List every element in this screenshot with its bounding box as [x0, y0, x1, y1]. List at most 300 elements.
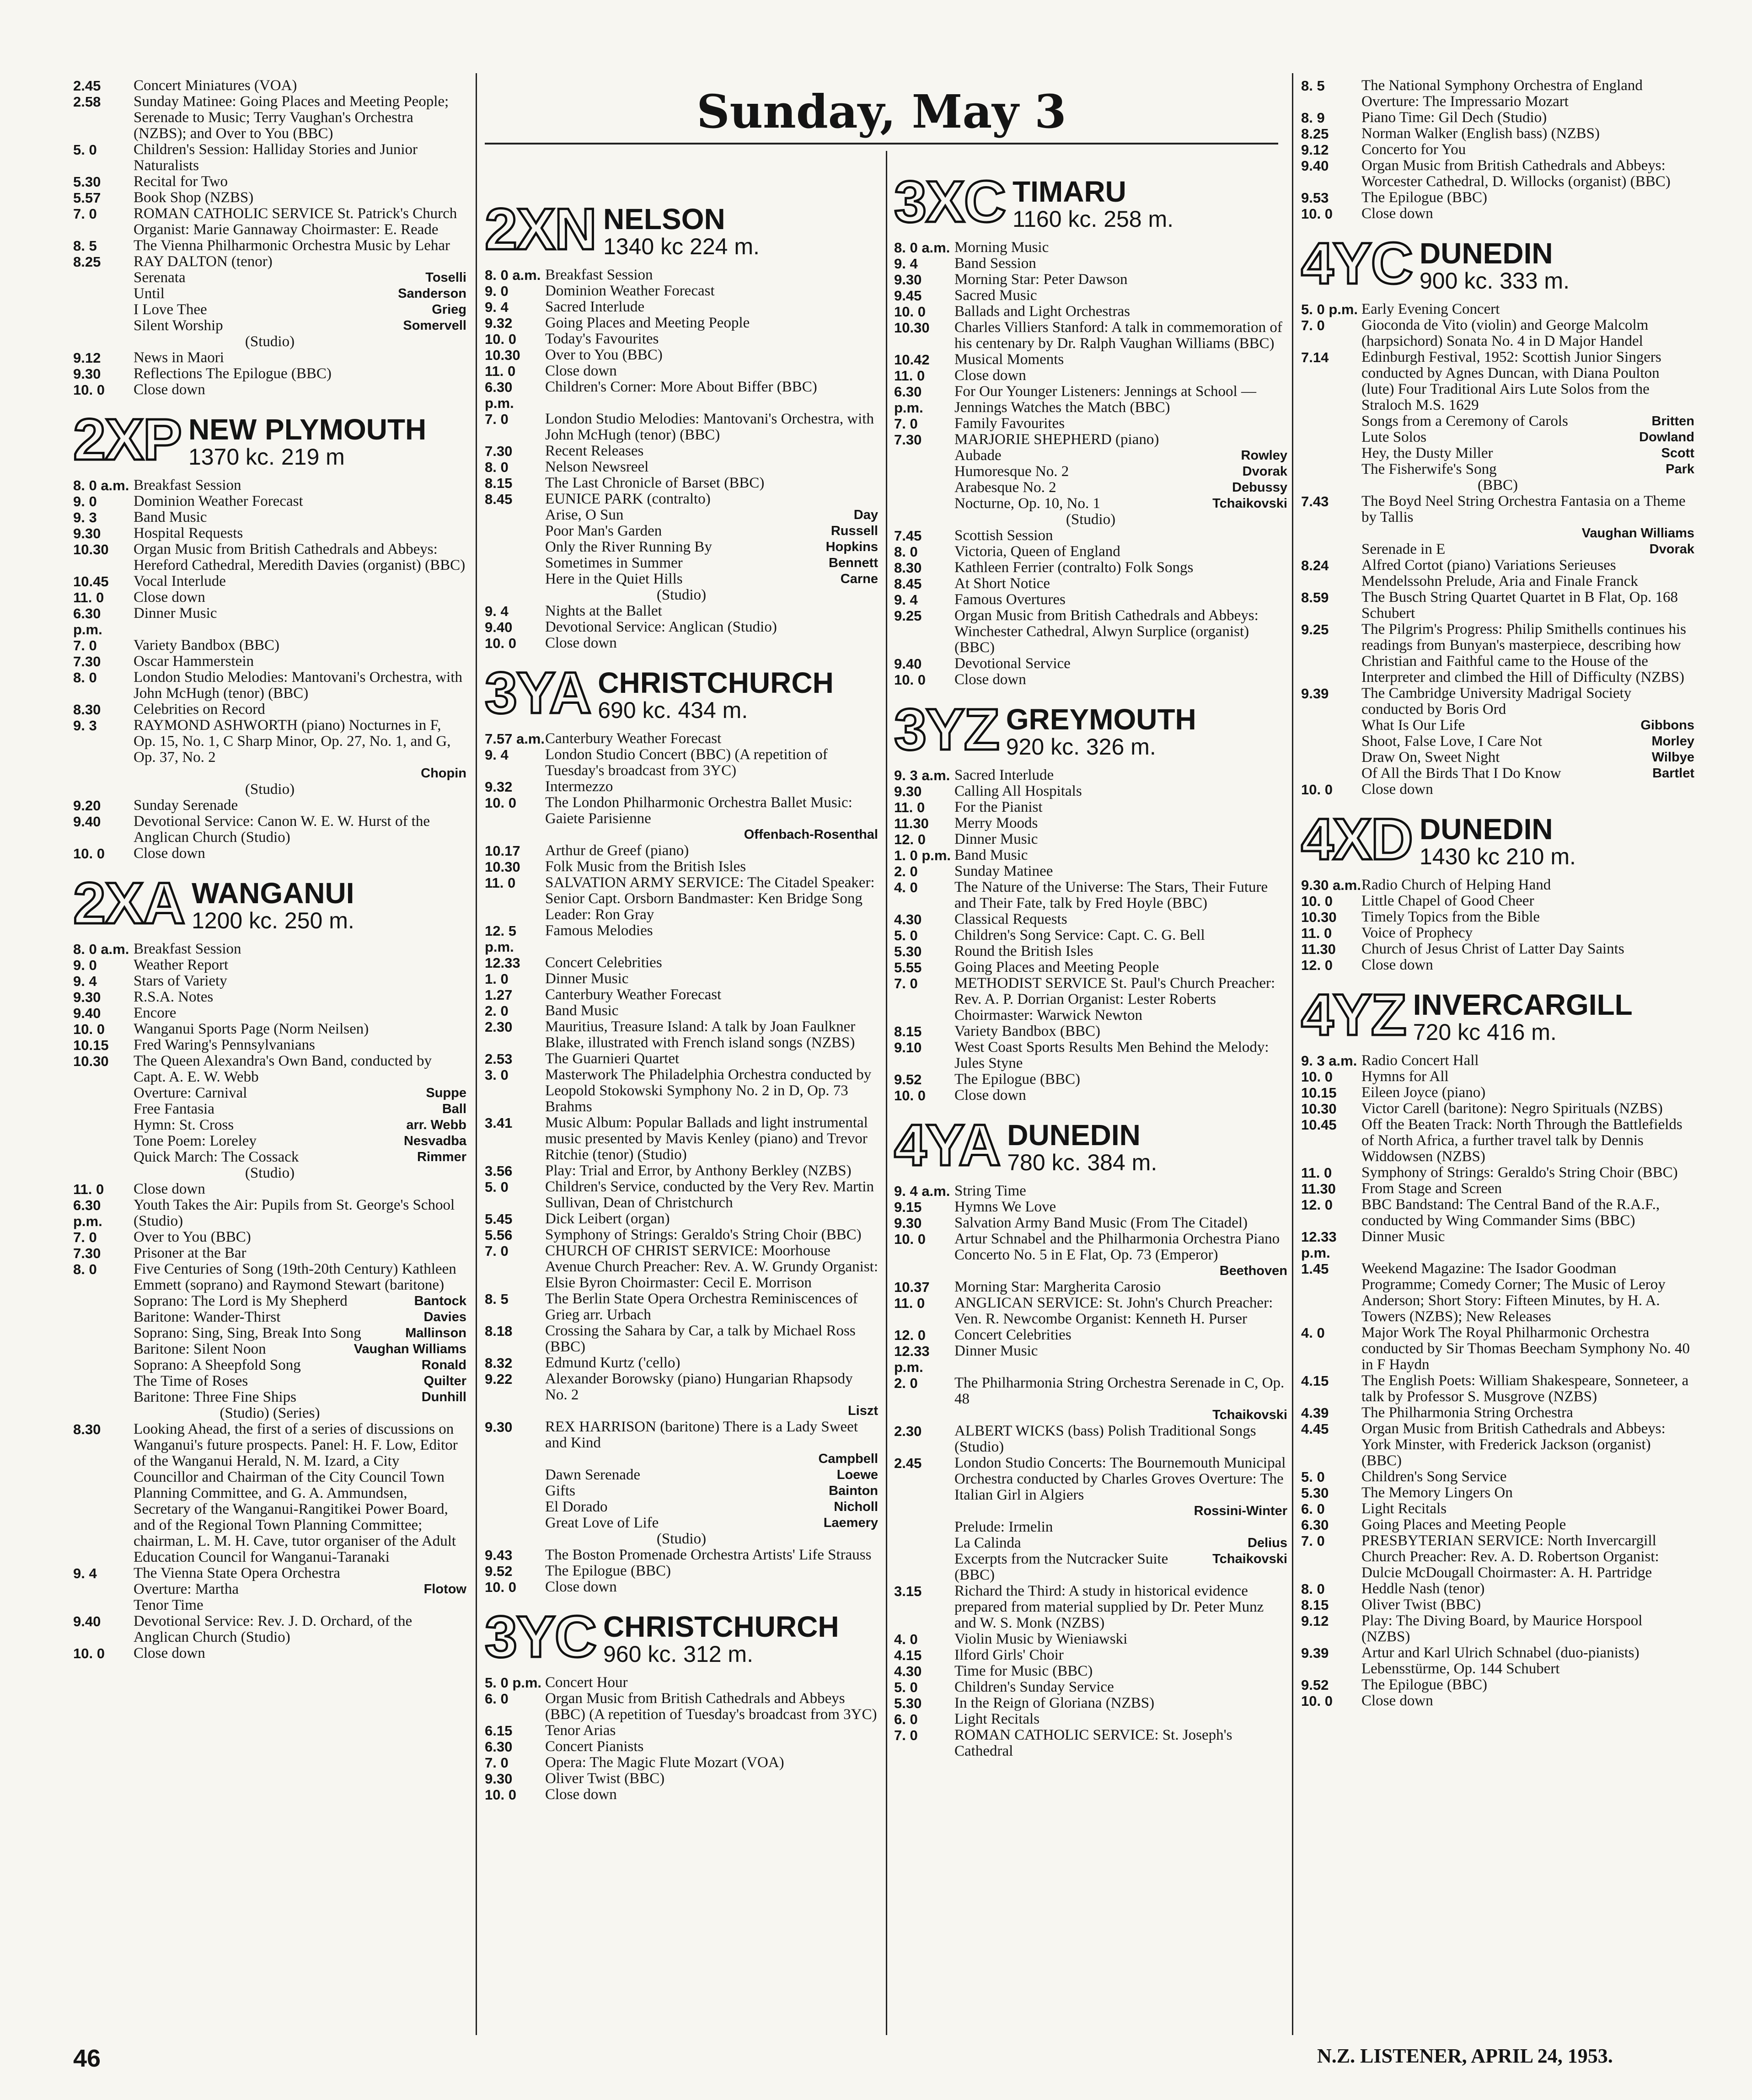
programme-item — [894, 1503, 1287, 1519]
programme-time: 9.40 — [894, 656, 922, 672]
programme-note: (Studio) — [245, 333, 295, 350]
programme-text: Early Evening Concert — [1361, 301, 1500, 317]
programme-time: 10.30 — [894, 320, 930, 336]
station-name: INVERCARGILL — [1413, 988, 1633, 1021]
item-title: Until — [134, 285, 165, 302]
programme-text: Concerto for You — [1361, 141, 1466, 158]
programme-time: 8.18 — [485, 1323, 513, 1339]
programme-entry — [1301, 1405, 1694, 1421]
programme-time: 1. 0 — [485, 971, 509, 987]
programme-entry — [894, 384, 1287, 416]
station-name: WANGANUI — [192, 877, 354, 910]
item-title: Aubade — [954, 447, 1002, 464]
programme-entry — [1301, 1181, 1694, 1197]
programme-entry — [485, 843, 878, 859]
station-info — [1420, 814, 1576, 869]
programme-entry — [1301, 1421, 1694, 1469]
item-title: Soprano: The Lord is My Shepherd — [134, 1293, 348, 1309]
programme-text: Dinner Music — [545, 970, 629, 987]
programme-item — [73, 1293, 466, 1309]
programme-text: Folk Music from the British Isles — [545, 858, 746, 875]
programme-entry — [485, 1067, 878, 1115]
programme-entry — [894, 815, 1287, 831]
programme-time: 9. 4 — [894, 592, 918, 608]
programme-entry — [485, 299, 878, 315]
programme-time: 9.25 — [1301, 621, 1329, 638]
item-title: Baritone: Wander-Thirst — [134, 1309, 281, 1325]
programme-text: Norman Walker (English bass) (NZBS) — [1361, 125, 1600, 142]
programme-entry — [73, 573, 466, 589]
programme-entry — [73, 846, 466, 862]
programme-item — [894, 1551, 1287, 1583]
programme-entry — [73, 1645, 466, 1661]
programme-entry — [485, 459, 878, 475]
programme-text: Encore — [134, 1005, 177, 1021]
programme-time: 8.30 — [73, 702, 101, 718]
programme-time: 9.30 — [73, 525, 101, 541]
programme-text: Mauritius, Treasure Island: A talk by Joan Faulkner Blake, illustrated with French island songs (NZBS) — [545, 1018, 856, 1051]
item-composer — [460, 1597, 466, 1613]
programme-item — [73, 1357, 466, 1373]
programme-text: Dinner Music — [954, 831, 1038, 847]
programme-text: Little Chapel of Good Cheer — [1361, 893, 1534, 909]
programme-text: Devotional Service — [954, 655, 1071, 672]
programme-text: Dinner Music — [954, 1343, 1038, 1359]
programme-time: 1. 0 p.m. — [894, 847, 951, 863]
programme-text: Five Centuries of Song (19th-20th Century) Kathleen Emmett (soprano) and Raymond Stewart (baritone) — [134, 1261, 456, 1293]
programme-text: Children's Session: Halliday Stories and Junior Naturalists — [134, 141, 418, 174]
programme-time: 1.27 — [485, 987, 513, 1003]
programme-item — [894, 448, 1287, 464]
item-composer: Wilbye — [1651, 750, 1694, 765]
programme-entry — [485, 1227, 878, 1243]
programme-entry — [485, 1771, 878, 1787]
programme-entry — [73, 941, 466, 957]
item-composer: Vaughan Williams — [354, 1342, 466, 1356]
programme-entry — [485, 1563, 878, 1579]
programme-note: (BBC) — [1477, 477, 1518, 493]
programme-time: 7. 0 — [1301, 317, 1325, 333]
programme-text: West Coast Sports Results Men Behind the Melody: Jules Styne — [954, 1039, 1269, 1071]
item-title: Shoot, False Love, I Care Not — [1361, 733, 1543, 750]
programme-entry — [894, 911, 1287, 927]
programme-entry — [485, 731, 878, 747]
programme-entry — [894, 1583, 1287, 1631]
programme-entry — [894, 528, 1287, 544]
programme-text: Calling All Hospitals — [954, 783, 1082, 799]
programme-entry — [73, 541, 466, 573]
programme-time: 4.45 — [1301, 1421, 1329, 1437]
programme-time: 4.30 — [894, 911, 922, 927]
programme-text: Voice of Prophecy — [1361, 925, 1473, 941]
programme-time: 7. 0 — [485, 1755, 509, 1771]
programme-item — [485, 555, 878, 571]
programme-text: For the Pianist — [954, 799, 1043, 815]
programme-time: 6.30 — [1301, 1517, 1329, 1533]
programme-text: Artur and Karl Ulrich Schnabel (duo-pianists) Lebensstürme, Op. 144 Schubert — [1361, 1645, 1639, 1677]
programme-item — [1301, 734, 1694, 750]
programme-entry — [485, 1547, 878, 1563]
programme-entry — [894, 1679, 1287, 1695]
programme-entry — [894, 959, 1287, 975]
programme-entry — [73, 1005, 466, 1021]
programme-item — [485, 1451, 878, 1467]
programme-text: Children's Sunday Service — [954, 1679, 1114, 1695]
item-composer: Davies — [423, 1310, 466, 1324]
programme-entry — [894, 1631, 1287, 1647]
programme-time: 2. 0 — [485, 1003, 509, 1019]
programme-text: Morning Music — [954, 239, 1049, 256]
item-composer: Delius — [1247, 1536, 1287, 1550]
programme-time: 2.45 — [894, 1455, 922, 1471]
programme-time: 10. 0 — [1301, 782, 1333, 798]
programme-time: 4. 0 — [1301, 1325, 1325, 1341]
programme-time: 9. 4 a.m. — [894, 1183, 950, 1199]
programme-text: Prisoner at the Bar — [134, 1245, 246, 1261]
station-frequency: 720 kc 416 m. — [1413, 1019, 1557, 1045]
programme-text: Reflections The Epilogue (BBC) — [134, 365, 332, 382]
item-title: Tenor Time — [134, 1597, 204, 1613]
programme-time: 5. 0 — [73, 142, 97, 158]
programme-text: Dominion Weather Forecast — [545, 283, 715, 299]
programme-entry — [485, 1051, 878, 1067]
item-composer: Offenbach-Rosenthal — [744, 827, 878, 842]
item-composer: Russell — [830, 524, 878, 538]
item-composer: Ronald — [421, 1358, 466, 1372]
programme-text: Looking Ahead, the first of a series of discussions on Wanganui's future prospects. Panel: H. F. Low, Editor of the Wanganui Herald, N. M. Izard, a City Councillor and Chairman of the City Council Town Planning Committee, and G. A. Ammundsen, Secretary of the Wanganui-Rangitikei Power Board, and of the Regional Town Planning Committee; chairman, L. M. H. Cave, tutor organiser of the Adult Education Council for Wanganui-Taranaki — [134, 1421, 458, 1565]
programme-time: 8. 5 — [1301, 78, 1325, 94]
station-frequency: 1200 kc. 250 m. — [192, 908, 354, 933]
programme-text: Famous Overtures — [954, 591, 1066, 608]
programme-time: 9.52 — [1301, 1677, 1329, 1693]
programme-text: PRESBYTERIAN SERVICE: North Invercargill Church Preacher: Rev. A. D. Robertson Organist: Dulcie McDougall Choirmaster: A. H. Partridge — [1361, 1532, 1659, 1581]
item-title: Hymn: St. Cross — [134, 1117, 234, 1133]
item-composer: Britten — [1651, 414, 1694, 429]
programme-time: 7.57 a.m. — [485, 731, 545, 747]
programme-entry — [894, 1039, 1287, 1071]
programme-time: 4. 0 — [894, 879, 918, 895]
programme-time: 6.30 p.m. — [73, 605, 102, 638]
programme-text: The Boyd Neel String Orchestra Fantasia on a Theme by Tallis — [1361, 493, 1686, 525]
station-frequency: 780 kc. 384 m. — [1007, 1150, 1157, 1175]
programme-entry — [485, 1755, 878, 1771]
programme-text: Dinner Music — [1361, 1228, 1445, 1245]
programme-time: 7.30 — [73, 1245, 101, 1261]
programme-time: 8. 0 — [73, 1261, 97, 1277]
programme-text: Youth Takes the Air: Pupils from St. George's School (Studio) — [134, 1197, 455, 1229]
programme-text: The Nature of the Universe: The Stars, Their Future and Their Fate, talk by Fred Hoyle (BBC) — [954, 879, 1268, 911]
programme-item — [1301, 750, 1694, 766]
programme-time: 10.42 — [894, 352, 930, 368]
programme-text: Devotional Service: Rev. J. D. Orchard, of the Anglican Church (Studio) — [134, 1613, 413, 1645]
programme-entry — [894, 592, 1287, 608]
programme-item — [485, 539, 878, 555]
station-name: DUNEDIN — [1007, 1119, 1141, 1152]
item-title: Here in the Quiet Hills — [545, 571, 683, 587]
programme-entry — [485, 331, 878, 347]
programme-time: 7.30 — [73, 654, 101, 670]
programme-time: 12. 0 — [894, 1327, 926, 1343]
programme-text: Nelson Newsreel — [545, 459, 649, 475]
programme-entry — [1301, 1101, 1694, 1117]
programme-text: Close down — [954, 671, 1026, 688]
programme-time: 8. 0 a.m. — [485, 267, 541, 283]
programme-time: 11.30 — [1301, 1181, 1336, 1197]
programme-note: (Studio) — [1066, 511, 1116, 528]
programme-entry — [73, 589, 466, 605]
station-name: DUNEDIN — [1420, 237, 1553, 270]
programme-time: 5. 0 — [894, 1679, 918, 1695]
programme-entry — [485, 747, 878, 779]
programme-entry — [73, 1037, 466, 1053]
programme-entry — [894, 1215, 1287, 1231]
programme-time: 10. 0 — [485, 635, 516, 651]
item-composer: Gibbons — [1640, 718, 1694, 733]
item-composer: Ball — [442, 1102, 466, 1116]
programme-text: Major Work The Royal Philharmonic Orchestra conducted by Sir Thomas Beecham Symphony No. 40 in F Haydn — [1361, 1324, 1690, 1373]
programme-entry — [485, 987, 878, 1003]
programme-text: The English Poets: William Shakespeare, Sonneteer, a talk by Professor S. Musgrove (NZBS) — [1361, 1372, 1689, 1405]
item-composer: Suppe — [426, 1086, 466, 1100]
programme-entry — [485, 1291, 878, 1323]
programme-text: Weather Report — [134, 957, 229, 973]
programme-text: Hospital Requests — [134, 525, 243, 541]
programme-text: The Vienna State Opera Orchestra — [134, 1565, 340, 1581]
programme-entry — [1301, 1069, 1694, 1085]
programme-time: 10.17 — [485, 843, 520, 859]
programme-text: Play: The Diving Board, by Maurice Horspool (NZBS) — [1361, 1612, 1643, 1645]
item-title: Overture: Martha — [134, 1581, 239, 1597]
station-frequency: 1160 kc. 258 m. — [1013, 206, 1174, 232]
item-composer: Campbell — [818, 1452, 878, 1466]
programme-text: Oliver Twist (BBC) — [1361, 1596, 1481, 1613]
programme-item — [73, 1341, 466, 1357]
programme-text: METHODIST SERVICE St. Paul's Church Preacher: Rev. A. P. Dorrian Organist: Lester Roberts Choirmaster: Warwick Newton — [954, 975, 1275, 1023]
programme-time: 7.30 — [894, 432, 922, 448]
item-composer: Liszt — [847, 1404, 878, 1418]
programme-text: The Berlin State Opera Orchestra Reminiscences of Grieg arr. Urbach — [545, 1291, 858, 1323]
programme-time: 9.30 — [894, 783, 922, 799]
programme-entry — [73, 493, 466, 509]
item-composer: Chopin — [421, 766, 466, 781]
programme-text: Canterbury Weather Forecast — [545, 730, 722, 747]
programme-text: Oscar Hammerstein — [134, 653, 254, 670]
programme-entry — [894, 1295, 1287, 1327]
programme-time: 7.45 — [894, 528, 922, 544]
programme-entry — [485, 411, 878, 443]
item-title: Sometimes in Summer — [545, 555, 683, 571]
station-callsign: 3XC — [894, 169, 1005, 235]
page-title: Sunday, May 3 — [697, 85, 1066, 139]
programme-text: The Philharmonia String Orchestra Serenade in C, Op. 48 — [954, 1375, 1285, 1407]
item-title: Gifts — [545, 1483, 575, 1499]
programme-entry — [485, 1739, 878, 1755]
programme-text: Over to You (BBC) — [545, 347, 663, 363]
programme-entry — [73, 206, 466, 238]
programme-entry — [894, 560, 1287, 576]
programme-item — [894, 1263, 1287, 1279]
programme-entry — [1301, 1533, 1694, 1581]
programme-text: Dinner Music — [134, 605, 217, 621]
programme-entry — [485, 635, 878, 651]
item-title: Silent Worship — [134, 317, 223, 334]
programme-time: 9.52 — [485, 1563, 513, 1579]
programme-time: 1.45 — [1301, 1261, 1329, 1277]
programme-time: 9.32 — [485, 315, 513, 331]
programme-time: 4.15 — [1301, 1373, 1329, 1389]
programme-entry — [73, 957, 466, 973]
programme-entry — [1301, 1261, 1694, 1325]
programme-text: Church of Jesus Christ of Latter Day Saints — [1361, 941, 1624, 957]
programme-text: Book Shop (NZBS) — [134, 189, 254, 206]
programme-entry — [73, 605, 466, 638]
programme-entry — [73, 814, 466, 846]
programme-text: Hymns We Love — [954, 1199, 1056, 1215]
programme-entry — [485, 1355, 878, 1371]
programme-entry — [894, 879, 1287, 911]
programme-time: 5.30 — [894, 1695, 922, 1711]
programme-text: Salvation Army Band Music (From The Citadel) — [954, 1215, 1248, 1231]
programme-entry — [1301, 782, 1694, 798]
programme-entry — [485, 1787, 878, 1803]
column-rule-2 — [886, 151, 887, 2035]
programme-text: Gioconda de Vito (violin) and George Malcolm (harpsichord) Sonata No. 4 in D Major Handel — [1361, 317, 1649, 349]
programme-entry — [73, 973, 466, 989]
programme-entry — [73, 366, 466, 382]
programme-entry — [1301, 957, 1694, 973]
station-name: GREYMOUTH — [1006, 703, 1196, 736]
programme-item — [485, 827, 878, 843]
programme-entry — [1301, 142, 1694, 158]
programme-entry — [1301, 941, 1694, 957]
programme-text: Opera: The Magic Flute Mozart (VOA) — [545, 1754, 784, 1771]
programme-entry — [894, 1711, 1287, 1727]
programme-time: 8.15 — [894, 1023, 922, 1039]
programme-entry — [894, 352, 1287, 368]
programme-entry — [73, 94, 466, 142]
programme-text: Sacred Interlude — [954, 767, 1054, 783]
item-title: What Is Our Life — [1361, 717, 1465, 734]
programme-entry — [73, 78, 466, 94]
column-1 — [73, 78, 466, 1661]
item-title: Baritone: Three Fine Ships — [134, 1389, 296, 1405]
station-header — [1301, 807, 1694, 872]
programme-time: 9.15 — [894, 1199, 922, 1215]
programme-text: London Studio Melodies: Mantovani's Orchestra, with John McHugh (tenor) (BBC) — [545, 411, 874, 443]
station-info — [1006, 704, 1196, 759]
programme-text: Symphony of Strings: Geraldo's String Choir (BBC) — [1361, 1164, 1678, 1181]
item-title: Lute Solos — [1361, 429, 1427, 445]
programme-text: Sacred Music — [954, 287, 1037, 304]
item-title: Nocturne, Op. 10, No. 1 — [954, 495, 1100, 512]
item-title: Draw On, Sweet Night — [1361, 749, 1500, 766]
programme-time: 10.30 — [73, 1053, 109, 1069]
programme-time: 12.33 p.m. — [1301, 1229, 1337, 1261]
programme-time: 2.30 — [485, 1019, 513, 1035]
programme-time: 5.45 — [485, 1211, 513, 1227]
programme-text: Organ Music from British Cathedrals and Abbeys: York Minster, with Frederick Jackson (organist) (BBC) — [1361, 1420, 1666, 1469]
programme-text: Morning Star: Peter Dawson — [954, 271, 1128, 288]
programme-time: 2. 0 — [894, 1375, 918, 1391]
programme-text: Time for Music (BBC) — [954, 1663, 1093, 1679]
programme-time: 10. 0 — [73, 1021, 105, 1037]
programme-text: Sunday Serenade — [134, 797, 238, 814]
programme-entry — [485, 795, 878, 827]
programme-time: 10. 0 — [1301, 206, 1333, 222]
programme-entry — [485, 475, 878, 491]
programme-time: 8.45 — [485, 491, 513, 507]
programme-text: SALVATION ARMY SERVICE: The Citadel Speaker: Senior Capt. Orsborn Bandmaster: Ken Bridge Song Leader: Ron Gray — [545, 874, 875, 923]
programme-time: 9. 3 — [73, 509, 97, 525]
programme-entry — [73, 670, 466, 702]
programme-entry — [1301, 893, 1694, 909]
station-name: CHRISTCHURCH — [603, 1610, 839, 1643]
programme-entry — [1301, 589, 1694, 621]
programme-text: London Studio Concerts: The Bournemouth Municipal Orchestra conducted by Charles Groves Overture: The Italian Girl in Algiers — [954, 1455, 1286, 1503]
programme-time: 6.30 p.m. — [73, 1197, 102, 1229]
programme-time: 10. 0 — [73, 1645, 105, 1661]
programme-time: 9.12 — [1301, 142, 1329, 158]
programme-time: 8.59 — [1301, 589, 1329, 605]
programme-text: Organ Music from British Cathedrals and Abbeys: Worcester Cathedral, D. Willocks (organist) (BBC) — [1361, 157, 1671, 190]
programme-text: Round the British Isles — [954, 943, 1093, 959]
item-composer: Tchaikovski — [1212, 1408, 1287, 1422]
programme-entry — [894, 304, 1287, 320]
programme-entry — [485, 859, 878, 875]
programme-text: Symphony of Strings: Geraldo's String Choir (BBC) — [545, 1227, 862, 1243]
programme-time: 9.30 — [894, 272, 922, 288]
programme-text: Sacred Interlude — [545, 299, 645, 315]
item-title: Prelude: Irmelin — [954, 1519, 1053, 1535]
programme-time: 9.52 — [894, 1071, 922, 1088]
programme-time: 9. 3 a.m. — [894, 767, 950, 783]
item-composer: Laemery — [823, 1516, 878, 1530]
programme-text: Artur Schnabel and the Philharmonia Orchestra Piano Concerto No. 5 in E Flat, Op. 73 (Emperor) — [954, 1231, 1280, 1263]
programme-entry — [894, 1088, 1287, 1104]
programme-entry — [1301, 158, 1694, 190]
programme-text: At Short Notice — [954, 575, 1050, 592]
programme-entry — [73, 174, 466, 190]
programme-text: RAYMOND ASHWORTH (piano) Nocturnes in F, Op. 15, No. 1, C Sharp Minor, Op. 27, No. 1, and G, Op. 37, No. 2 — [134, 717, 451, 766]
programme-entry — [73, 1613, 466, 1645]
programme-entry — [485, 443, 878, 459]
programme-entry — [1301, 1469, 1694, 1485]
station-callsign: 3YA — [485, 660, 591, 726]
programme-time: 11. 0 — [73, 589, 104, 605]
station-callsign: 2XA — [73, 871, 184, 936]
programme-entry — [894, 863, 1287, 879]
programme-entry — [894, 256, 1287, 272]
item-composer: Dowland — [1639, 430, 1694, 445]
programme-item — [73, 1581, 466, 1597]
programme-text: ROMAN CATHOLIC SERVICE: St. Joseph's Cathedral — [954, 1727, 1232, 1759]
station-info — [1007, 1120, 1157, 1175]
programme-entry — [894, 1695, 1287, 1711]
programme-text: Timely Topics from the Bible — [1361, 909, 1540, 925]
programme-time: 12. 0 — [894, 831, 926, 847]
programme-text: Sunday Matinee: Going Places and Meeting People; Serenade to Music; Terry Vaughan's Orchestra (NZBS); and Over to You (BBC) — [134, 93, 449, 142]
programme-entry — [485, 875, 878, 923]
programme-text: Ilford Girls' Choir — [954, 1647, 1064, 1663]
programme-time: 9.30 — [485, 1771, 513, 1787]
programme-text: Classical Requests — [954, 911, 1067, 927]
programme-time: 8. 9 — [1301, 110, 1325, 126]
programme-time: 7. 0 — [485, 411, 509, 427]
programme-text: Organ Music from British Cathedrals and Abbeys: Winchester Cathedral, Alwyn Surplice (organist) (BBC) — [954, 607, 1259, 656]
programme-entry — [1301, 1645, 1694, 1677]
programme-entry — [894, 672, 1287, 688]
programme-entry — [1301, 1501, 1694, 1517]
